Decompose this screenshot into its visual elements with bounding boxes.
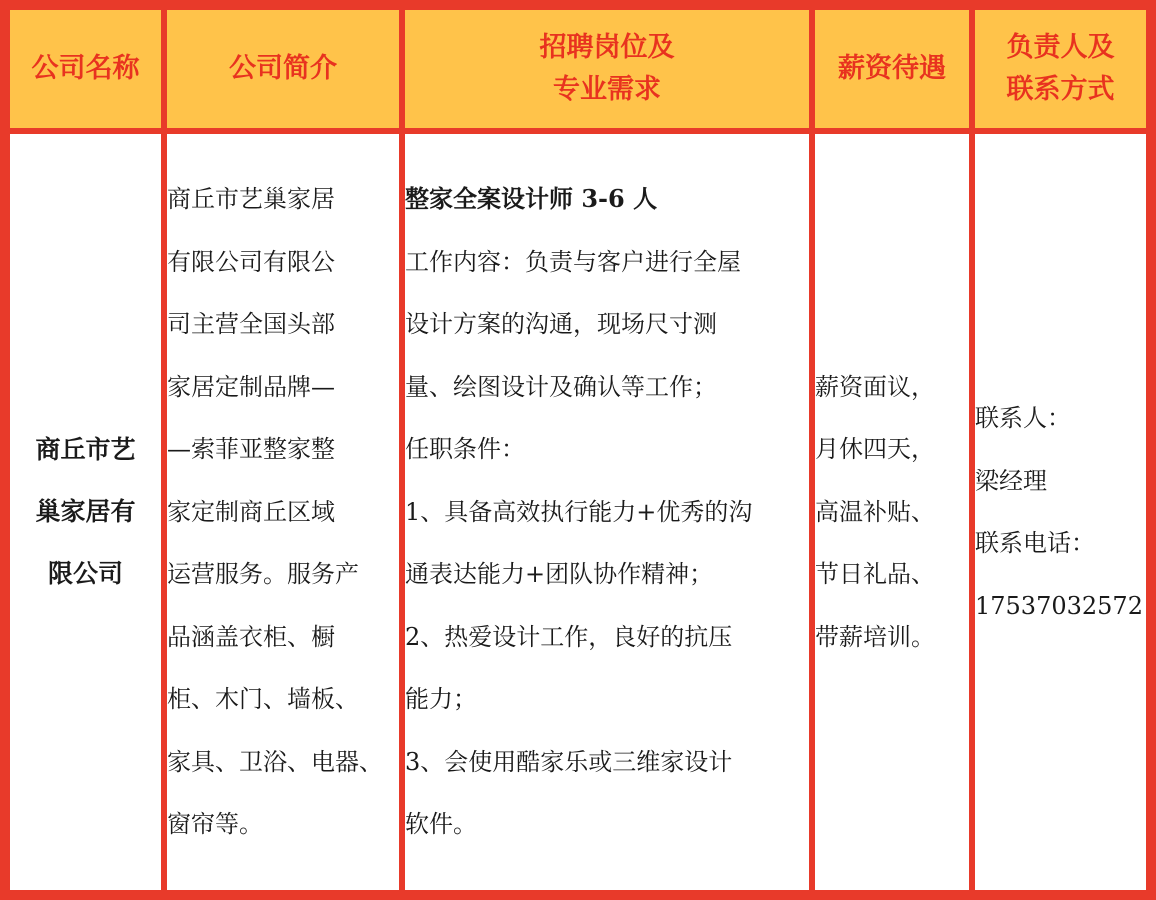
- job-line: 工作内容：负责与客户进行全屋: [405, 247, 741, 276]
- header-row: [10, 10, 1146, 128]
- job-line: 量、绘图设计及确认等工作；: [405, 372, 717, 401]
- job-line: 设计方案的沟通，现场尺寸测: [405, 310, 717, 339]
- intro-line: 商丘市艺巢家居: [167, 185, 335, 214]
- intro-line: 家居定制品牌—: [167, 372, 335, 401]
- intro-line: —索菲亚整家整: [167, 435, 335, 464]
- header-company-name-text: 公司名称: [31, 53, 140, 85]
- intro-line: 有限公司有限公: [167, 247, 335, 276]
- company-name-cell: [10, 134, 161, 890]
- intro-line: 柜、木门、墙板、: [167, 685, 359, 714]
- job-line: 软件。: [405, 810, 477, 839]
- intro-line: 运营服务。服务产: [167, 560, 359, 589]
- job-line: 3、会使用酷家乐或三维家设计: [405, 747, 733, 776]
- contact-phone: 17537032572: [975, 591, 1143, 620]
- contact-person-name: 梁经理: [975, 466, 1047, 495]
- company-name-line: 商丘市艺: [35, 435, 136, 464]
- intro-line: 家具、卫浴、电器、: [167, 747, 383, 776]
- job-line: 能力；: [405, 685, 477, 714]
- job-line: 2、热爱设计工作，良好的抗压: [405, 622, 733, 651]
- intro-line: 品涵盖衣柜、橱: [167, 622, 335, 651]
- intro-line: 家定制商丘区域: [167, 497, 335, 526]
- job-line: 任职条件：: [405, 435, 525, 464]
- job-line: 通表达能力+团队协作精神；: [405, 560, 714, 589]
- position-requirements-cell: [405, 134, 809, 890]
- job-title: 整家全案设计师 3-6 人: [405, 184, 658, 214]
- company-name-line: 巢家居有: [35, 497, 136, 526]
- salary-line: 高温补贴、: [815, 497, 935, 526]
- recruitment-table: [4, 4, 1152, 896]
- header-salary: [815, 10, 969, 128]
- header-company-name: [10, 10, 161, 128]
- header-salary-text: 薪资待遇: [838, 53, 946, 85]
- salary-cell: [815, 134, 969, 890]
- table-row: [10, 134, 1146, 890]
- header-company-intro: [167, 10, 399, 128]
- salary-line: 薪资面议，: [815, 372, 935, 401]
- contact-phone-label: 联系电话：: [975, 529, 1095, 557]
- salary-line: 节日礼品、: [815, 560, 935, 589]
- company-name-line: 限公司: [47, 559, 123, 588]
- header-position-line1: 招聘岗位及: [539, 32, 675, 64]
- intro-line: 窗帘等。: [167, 810, 263, 839]
- salary-line: 带薪培训。: [815, 622, 935, 651]
- intro-line: 司主营全国头部: [167, 310, 335, 339]
- header-contact-line1: 负责人及: [1006, 32, 1115, 64]
- header-company-intro-text: 公司简介: [229, 53, 337, 85]
- header-contact: [975, 10, 1146, 128]
- header-position: [405, 10, 809, 128]
- company-intro-cell: [167, 134, 399, 890]
- header-position-line2: 专业需求: [553, 74, 661, 105]
- salary-line: 月休四天，: [815, 435, 935, 464]
- header-contact-line2: 联系方式: [1006, 74, 1115, 105]
- job-line: 1、具备高效执行能力+优秀的沟: [405, 497, 753, 526]
- contact-person-label: 联系人：: [975, 404, 1071, 432]
- contact-cell: [975, 134, 1146, 890]
